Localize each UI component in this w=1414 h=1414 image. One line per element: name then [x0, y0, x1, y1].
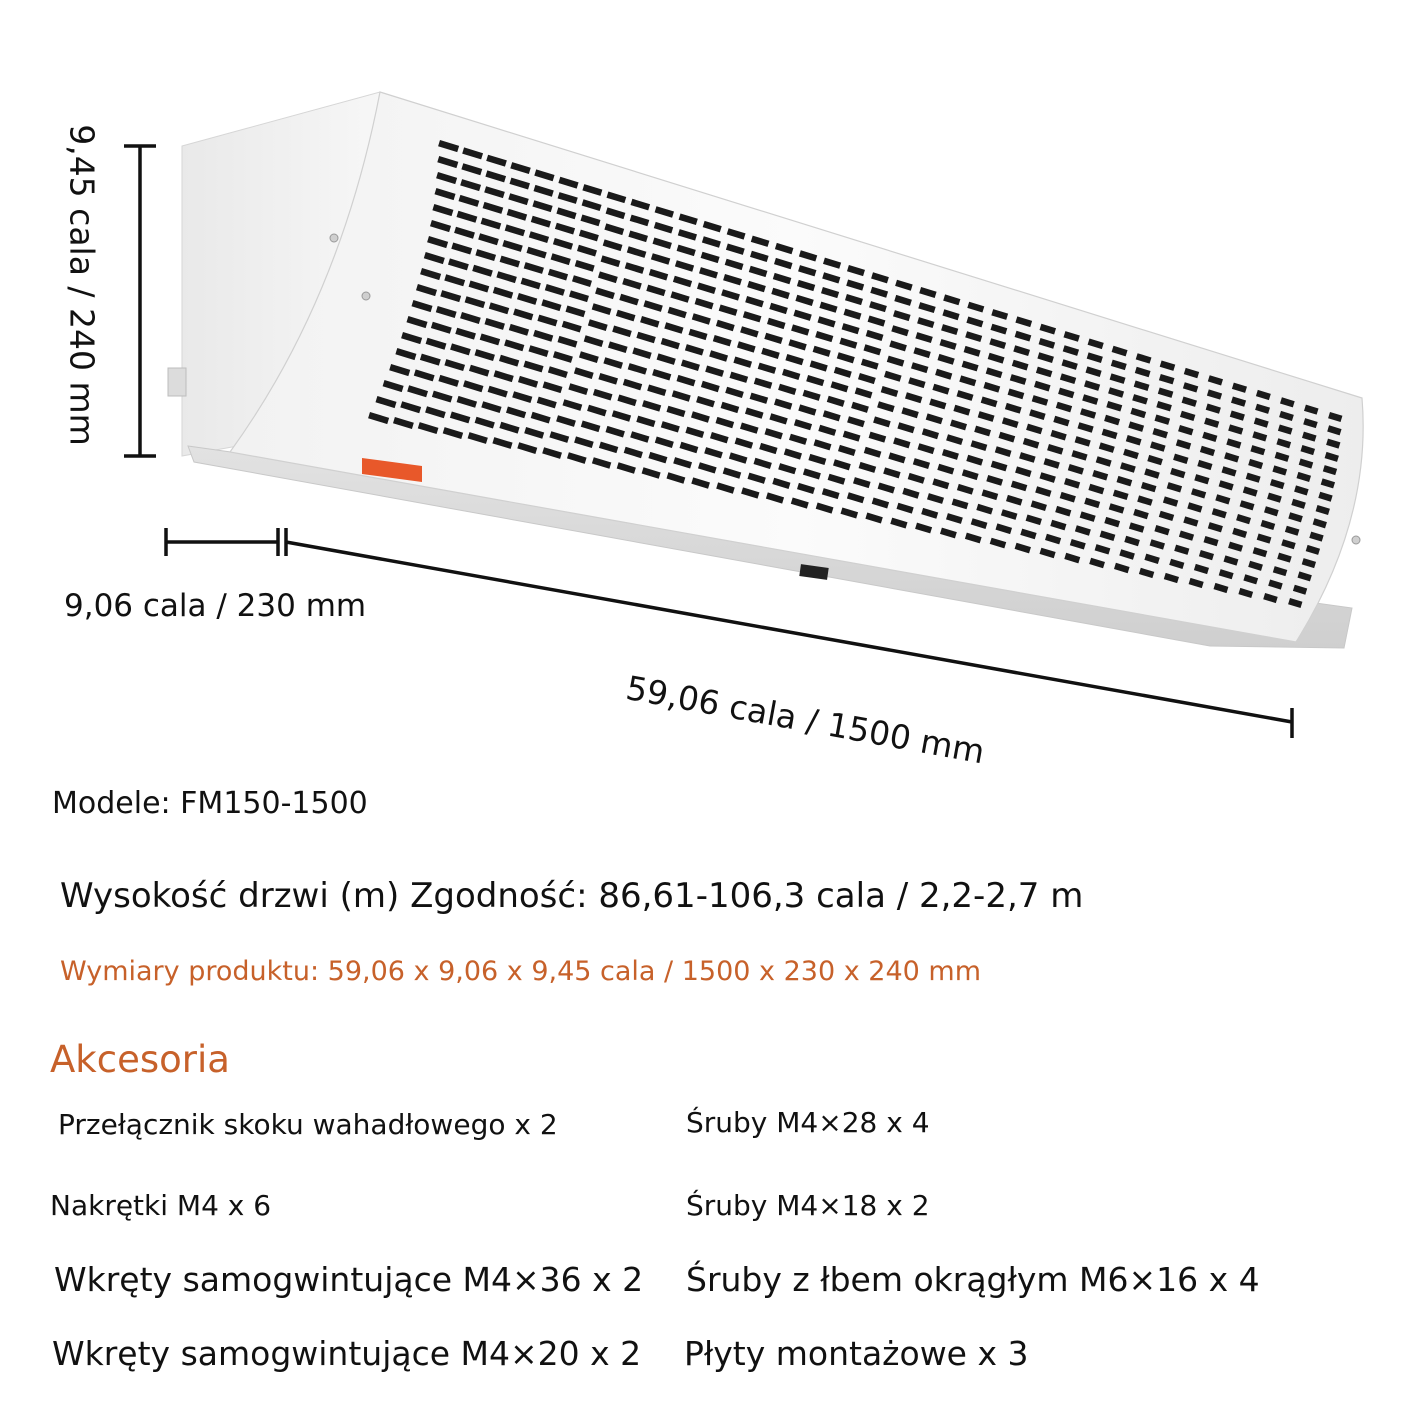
- accessory-item: Śruby M4×18 x 2: [686, 1189, 930, 1222]
- accessory-item: Wkręty samogwintujące M4×36 x 2: [54, 1260, 644, 1299]
- mounting-bracket: [168, 368, 186, 396]
- screw: [330, 234, 338, 242]
- accessory-item: Wkręty samogwintujące M4×20 x 2: [52, 1334, 642, 1373]
- accessories-title: Akcesoria: [50, 1038, 230, 1081]
- depth-dimension-line: [166, 528, 278, 556]
- accessory-item: Płyty montażowe x 3: [684, 1334, 1029, 1373]
- accessory-item: Śruby M4×28 x 4: [686, 1106, 930, 1139]
- height-dimension-label: 9,45 cala / 240 mm: [62, 124, 102, 446]
- length-dimension-label: 59,06 cala / 1500 mm: [623, 668, 988, 772]
- screw: [362, 292, 370, 300]
- screw: [1352, 536, 1360, 544]
- model-name: Modele: FM150-1500: [52, 786, 368, 821]
- height-dimension-line: [124, 146, 156, 456]
- depth-dimension-label: 9,06 cala / 230 mm: [64, 588, 367, 624]
- accessory-item: Nakrętki M4 x 6: [50, 1189, 272, 1222]
- accessory-item: Przełącznik skoku wahadłowego x 2: [58, 1108, 558, 1141]
- door-height-spec: Wysokość drzwi (m) Zgodność: 86,61-106,3 cala / 2,2-2,7 m: [60, 876, 1084, 916]
- accessory-item: Śruby z łbem okrągłym M6×16 x 4: [686, 1260, 1260, 1299]
- product-dimensions-spec: Wymiary produktu: 59,06 x 9,06 x 9,45 cala / 1500 x 230 x 240 mm: [60, 956, 981, 987]
